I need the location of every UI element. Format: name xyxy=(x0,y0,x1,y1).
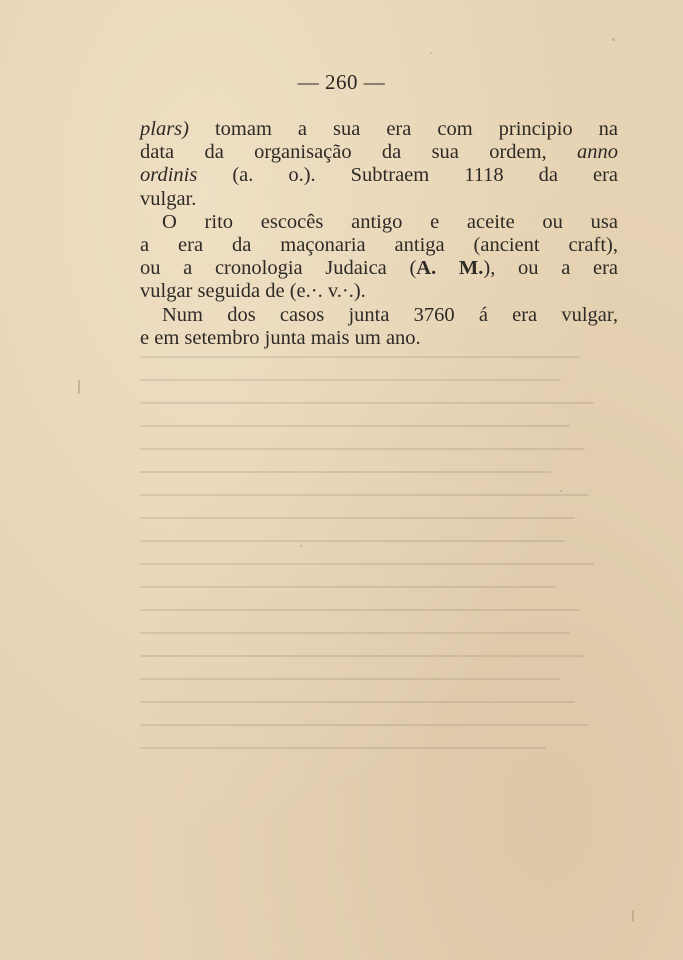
text-fragment: (a. o.). Subtraem 1118 da era xyxy=(232,164,619,187)
bleed-through-texture xyxy=(140,356,618,796)
text-block xyxy=(140,118,618,350)
text-fragment-italic: anno xyxy=(577,141,618,164)
text-fragment: data da organisação da sua ordem, xyxy=(140,141,547,164)
text-line-6: a era da maçonaria antiga (ancient craft), xyxy=(140,234,618,257)
text-fragment-italic: ordinis xyxy=(140,164,198,187)
paper-speck xyxy=(78,380,80,394)
text-fragment: ), ou a era xyxy=(483,257,619,280)
text-line-8: vulgar seguida de (e.·. v.·.). xyxy=(140,280,366,303)
text-line-1 xyxy=(140,118,618,141)
paper-speck xyxy=(430,52,432,54)
text-line-2 xyxy=(140,141,618,164)
text-line-5: O rito escocês antigo e aceite ou usa xyxy=(162,210,618,233)
paper-speck xyxy=(632,910,634,922)
text-fragment: tomam a sua era com principio na xyxy=(214,118,618,140)
paper-speck xyxy=(560,490,562,492)
text-line-3 xyxy=(140,164,618,187)
paper-speck xyxy=(300,545,302,547)
text-line-4: vulgar. xyxy=(140,187,197,210)
paper-speck xyxy=(612,38,615,41)
page-number: — 260 — xyxy=(297,70,386,94)
text-line-9: Num dos casos junta 3760 á era vulgar, xyxy=(162,303,618,326)
text-fragment: ou a cronologia Judaica ( xyxy=(140,257,417,280)
text-fragment-bold: A. M. xyxy=(416,257,484,280)
text-fragment-italic: plars) xyxy=(140,118,189,140)
text-line-10: e em setembro junta mais um ano. xyxy=(140,326,421,349)
text-line-7 xyxy=(140,257,618,280)
